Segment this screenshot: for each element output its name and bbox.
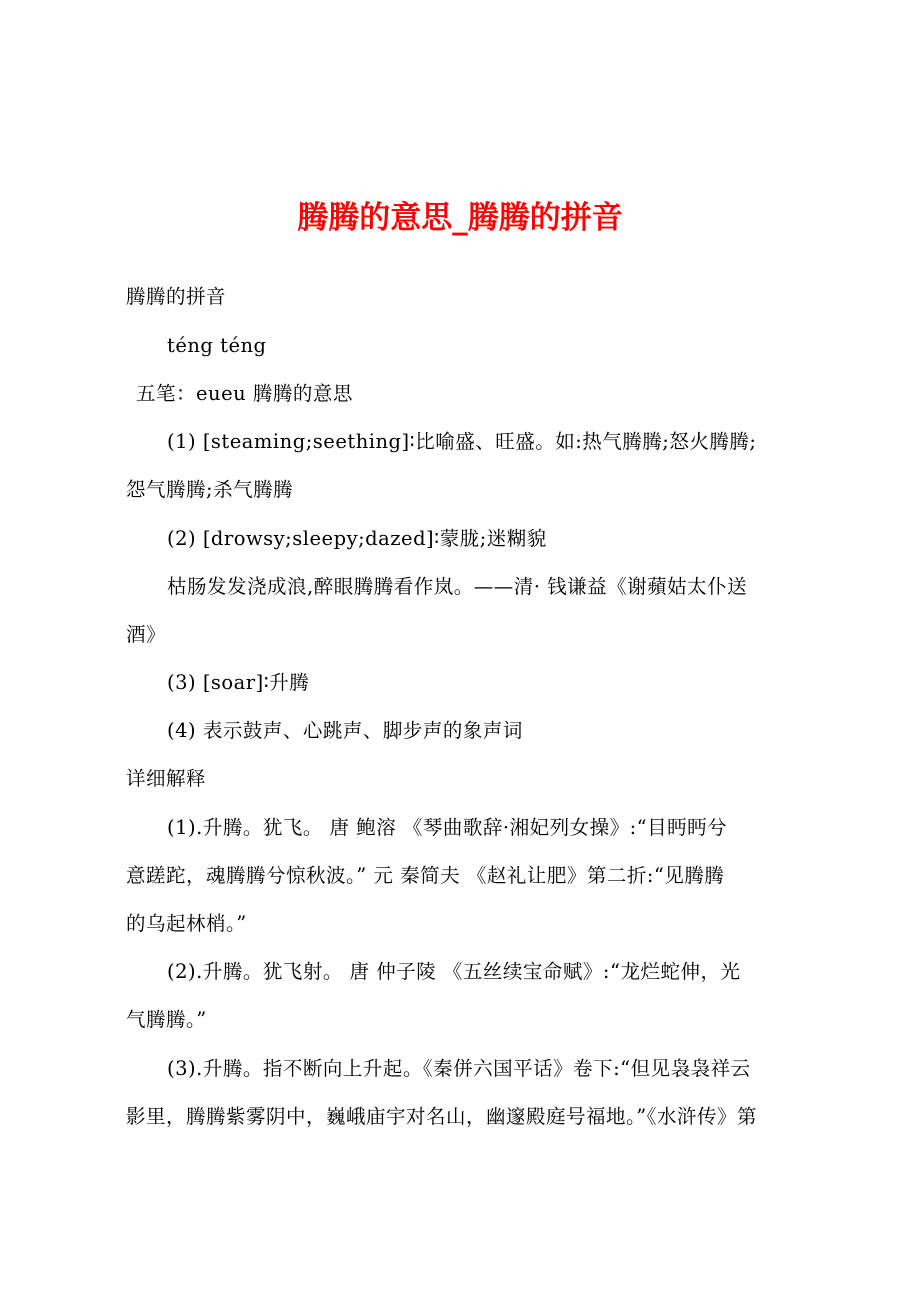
detail-3-cont: 影里，腾腾紫雾阴中，巍峨庙宇对名山，幽邃殿庭号福地。”《水浒传》第 [126, 1105, 757, 1128]
pinyin-text: téng téng [167, 334, 267, 357]
meaning-2-quote: 枯肠发发浇成浪,醉眼腾腾看作岚。——清· 钱谦益《谢蘋姑太仆送 [167, 575, 748, 598]
detail-2-cont: 气腾腾。” [126, 1008, 207, 1031]
meaning-4: (4) 表示鼓声、心跳声、脚步声的象声词 [167, 719, 523, 742]
heading-pinyin: 腾腾的拼音 [126, 285, 227, 308]
meaning-1: (1) [steaming;seething]∶比喻盛、旺盛。如:热气腾腾;怒火腾腾; [167, 430, 757, 453]
detail-3: (3).升腾。指不断向上升起。《秦併六国平话》卷下:“但见袅袅祥云 [167, 1057, 751, 1080]
meaning-3: (3) [soar]∶升腾 [167, 671, 310, 694]
meaning-2-quote-cont: 酒》 [126, 623, 167, 646]
detail-1-cont-2: 的乌起林梢。” [126, 912, 247, 935]
meaning-1-cont: 怨气腾腾;杀气腾腾 [126, 478, 294, 501]
detail-1: (1).升腾。犹飞。 唐 鲍溶 《琴曲歌辞·湘妃列女操》:“目眄眄兮 [167, 816, 728, 839]
meaning-2: (2) [drowsy;sleepy;dazed]∶蒙胧;迷糊貌 [167, 527, 547, 550]
detail-2: (2).升腾。犹飞射。 唐 仲子陵 《五丝续宝命赋》:“龙烂蛇伸，光 [167, 960, 741, 983]
wubi-line: 五笔：eueu 腾腾的意思 [136, 382, 353, 405]
heading-detail: 详细解释 [126, 767, 207, 790]
document-title: 腾腾的意思_腾腾的拼音 [297, 200, 623, 236]
detail-1-cont: 意蹉跎，魂腾腾兮惊秋波。” 元 秦简夫 《赵礼让肥》第二折:“见腾腾 [126, 864, 725, 887]
